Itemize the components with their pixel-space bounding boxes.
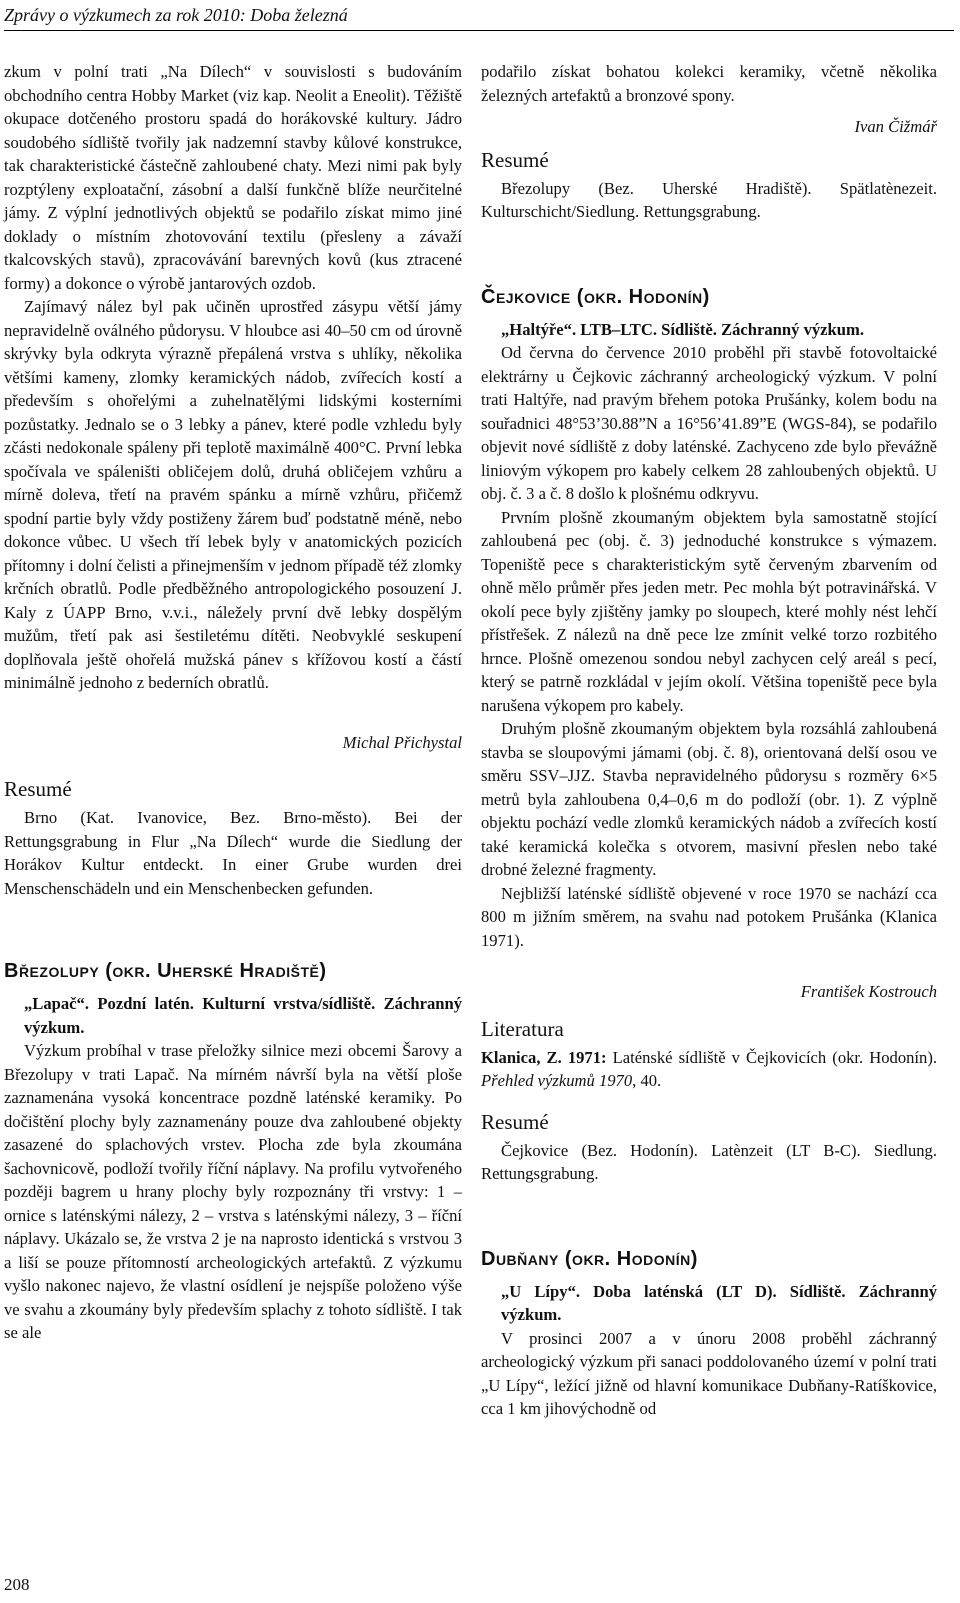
page-number: 208 [4,1575,30,1594]
paragraph: Výzkum probíhal v trase přeložky silnice mezi obcemi Šarovy a Březolupy v trati Lapač. Na mírném návrší byla na větší ploše zaznamenána vysoká koncentrace pozdně laténské keramiky. Po dočištění plochy byly zaznamenány pouze dva zahloubené objekty zasazené do splachových vrstev. Plocha zde byla zkoumána šachovnicově, podloží tvořily říční náplavy. Na profilu vytvořeného později bagrem u hrany plochy byly rozpoznány tři vrstvy: 1 – ornice s laténskými nálezy, 2 – vrstva s laténskými nálezy, 3 – říční náplavy. Ukázalo se, že vrstva 2 je na naprosto identická s vrstvou 3 a liší se pouze přítomností archeologických artefaktů. Z výzkumu vyšlo nakonec najevo, že vlastní osídlení je nejspíše položeno výše ve svahu a zkoumány byly především splachy z tohoto sídliště. I tak se ale [4,1041,462,1342]
site-heading: Dubňany (okr. Hodonín) [481,1247,698,1270]
site-subheading: „Lapač“. Pozdní latén. Kulturní vrstva/sídliště. Záchranný výzkum. [24,994,462,1037]
paragraph: Od června do července 2010 proběhl při stavbě fotovoltaické elektrárny u Čejkovic záchranný archeologický výzkum. V polní trati Haltýře, nad pravým břehem potoka Prušánky, kolem bodu na souřadnici 48°53’30.88”N a 16°56’41.89”E (WGS-84), se podařilo objevit nové sídliště z doby laténské. Zachyceno zde bylo převážně liniovým výkopem pro kabely celkem 28 zahloubených objektů. U obj. č. 3 a č. 8 došlo k plošnému odkryvu. [481,343,937,503]
literature-author: Klanica, Z. 1971: [481,1047,607,1067]
resume-heading: Resumé [481,1109,549,1134]
literature-title: Laténské sídliště v Čejkovicích (okr. Hodonín). [606,1047,937,1067]
site-heading: Čejkovice (okr. Hodonín) [481,285,710,308]
resume-text: Březolupy (Bez. Uherské Hradiště). Spätlatènezeit. Kulturschicht/Siedlung. Rettungsgrabung. [481,178,937,221]
literature-entry [481,1046,937,1093]
resume-heading: Resumé [4,777,72,801]
resume-heading: Resumé [481,147,549,172]
author-signature: František Kostrouch [800,982,937,1001]
literature-journal: Přehled výzkumů 1970 [481,1071,633,1090]
author-signature: Ivan Čižmář [854,117,937,136]
paragraph: Druhým plošně zkoumaným objektem byla rozsáhlá zahloubená stavba se sloupovými jámami (obj. č. 8), orientovaná delší osou ve směru SSV–JJZ. Stavba nepravidelného půdorysu s rozměry 6×5 metrů byla zahloubena 0,4–0,6 m do podloží (obr. 1). Z výplně objektu pochází vedle zlomků keramických nádob a zvířecích kostí také keramická kolečka s otvorem, masivní přeslen nebo také drobné železné fragmenty. [481,719,937,879]
literature-pages: , 40. [632,1071,662,1090]
paragraph: Zajímavý nález byl pak učiněn uprostřed zásypu větší jámy nepravidelně oválného půdorysu. V hloubce asi 40–50 cm od úrovně skrývky byla odkryta výrazně přepálená vrstva s uhlíky, několika většími kameny, zlomky keramických nádob, zvířecích kostí a především s ohořelými a zuhelnatělými lidskými kosterními pozůstatky. Jednalo se o 3 lebky a pánev, které podle vzhledu byly zčásti nedokonale spáleny při teplotě maximálně 400°C. První lebka spočívala ve spáleništi obličejem dolů, druhá obličejem vzhůru a mírně doleva, třetí na pravém spánku a mírně vzhůru, přičemž spodní partie byly vždy postiženy žárem buď podstatně méně, nebo dokonce vůbec. U všech tří lebek byly v anatomických pozicích přítomny i dolní čelisti a přinejmenším v jednom případě též zlomky krčních obratlů. Podle předběžného antropologického posouzení J. Kaly z ÚAPP Brno, v.v.i., náležely první dvě lebky dospělým mužům, třetí pak asi šestiletému dítěti. Neobvyklé seskupení doplňovala ještě ohořelá mužská pánev s křížovou kostí a částí minimálně jednoho z bederních obratlů. [4,297,462,692]
literature-heading: Literatura [481,1016,564,1041]
paragraph: Prvním plošně zkoumaným objektem byla samostatně stojící zahloubená pec (obj. č. 3) jednoduché konstrukce s výmazem. Topeniště pece s charakteristickým sytě červeným zbarvením od ohně mělo průměr přes jeden metr. Pec mohla být potravinářská. V okolí pece byly zjištěny jamky po sloupech, které mohly nést lehčí přístřešek. Z nálezů na dně pece lze zmínit velké torzo rozbitého hrnce. Plošně omezenou sondou nebyl zachycen celý areál s pecí, který se patrně rozkládal v jejím okolí. Většina topeniště pece byla narušena výkopem pro kabely. [481,507,937,715]
resume-text: Brno (Kat. Ivanovice, Bez. Brno-město). Bei der Rettungsgrabung in Flur „Na Dílech“ wurde die Siedlung der Horákov Kultur entdeckt. In einer Grube wurden drei Menschenschädeln und ein Menschenbecken gefunden. [4,808,462,898]
paragraph: Nejbližší laténské sídliště objevené v roce 1970 se nachází cca 800 m jižním směrem, na svahu nad potokem Prušánka (Klanica 1971). [481,883,937,950]
paragraph: zkum v polní trati „Na Dílech“ v souvislosti s budováním obchodního centra Hobby Market (viz kap. Neolit a Eneolit). Těžiště okupace dotčeného prostoru spadá do horákovské kultury. Jádro soudobého sídliště tvořily jak nadzemní stavby kůlové konstrukce, tak charakteristické částečně zahloubené chaty. Mezi nimi pak byly rozptýleny exploatační, zásobní a další funkčně blíže neurčitelné jámy. Z výplní jednotlivých objektů se podařilo získat mimo jiné doklady o místním zhotovování textilu (přesleny a závaží tkalcovských stavů), zpracovávání barevných kovů (kus ztracené formy) a dokonce o výrobě jantarových ozdob. [4,62,462,293]
site-subheading: „Haltýře“. LTB–LTC. Sídliště. Záchranný výzkum. [501,319,864,339]
left-column [4,60,462,1345]
resume-text: Čejkovice (Bez. Hodonín). Latènzeit (LT B-C). Siedlung. Rettungsgrabung. [481,1140,937,1183]
right-column [481,60,937,1421]
running-header-title: Zprávy o výzkumech za rok 2010: Doba železná [4,5,348,25]
site-subheading: „U Lípy“. Doba laténská (LT D). Sídliště. Záchranný výzkum. [501,1281,937,1324]
running-header [4,4,954,31]
site-heading: Březolupy (okr. Uherské Hradiště) [4,960,327,982]
paragraph: podařilo získat bohatou kolekci keramiky, včetně několika železných artefaktů a bronzové spony. [481,62,937,105]
paragraph: V prosinci 2007 a v únoru 2008 proběhl záchranný archeologický výzkum při sanaci poddolovaného území v polní trati „U Lípy“, ležící jižně od hlavní komunikace Dubňany-Ratíškovice, cca 1 km jihovýchodně od [481,1328,937,1418]
author-signature: Michal Přichystal [342,732,462,752]
